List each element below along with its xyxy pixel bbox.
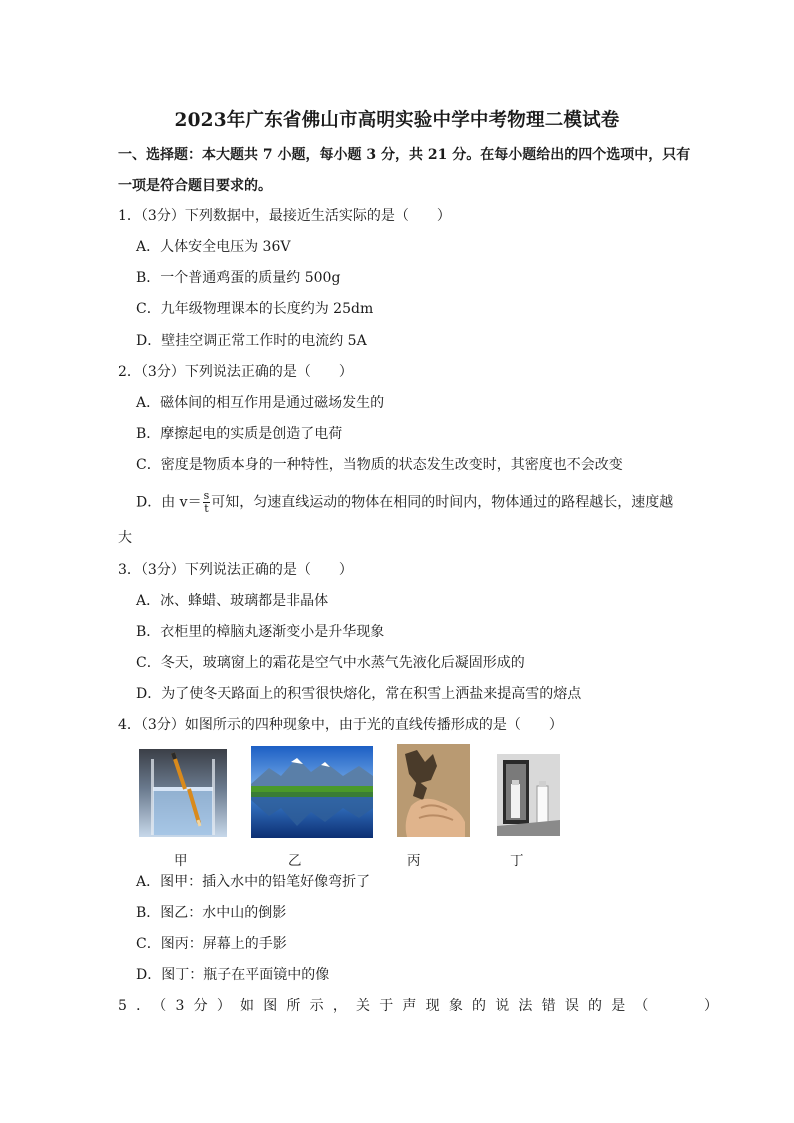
option-d-suffix: 可知，匀速直线运动的物体在相同的时间内，物体通过的路程越长，速度越	[211, 494, 674, 511]
figure-caption-jia: 甲	[174, 853, 188, 869]
question-4-option-a: A．图甲：插入水中的铅笔好像弯折了	[136, 874, 371, 890]
question-2-option-d	[136, 490, 673, 515]
question-1-stem: 1．（3分）下列数据中，最接近生活实际的是（ ）	[118, 208, 451, 224]
hand-shadow-illustration	[397, 744, 470, 837]
question-1-option-a: A．人体安全电压为 36V	[136, 239, 291, 255]
section-heading-line1: 一、选择题：本大题共 7 小题，每小题 3 分，共 21 分。在每小题给出的四个选项中，只有	[118, 147, 691, 163]
question-1-option-b: B．一个普通鸡蛋的质量约 500g	[136, 270, 341, 286]
figure-caption-bing: 丙	[407, 853, 421, 869]
question-3-option-d: D．为了使冬天路面上的积雪很快熔化，常在积雪上洒盐来提高雪的熔点	[136, 686, 582, 702]
mountain-lake-illustration	[251, 746, 373, 838]
question-4-stem: 4．（3分）如图所示的四种现象中，由于光的直线传播形成的是（ ）	[118, 717, 563, 733]
question-4-option-b: B．图乙：水中山的倒影	[136, 905, 287, 921]
question-2-option-a: A．磁体间的相互作用是通过磁场发生的	[136, 395, 385, 411]
question-2-option-d-wrap: 大	[118, 530, 132, 546]
question-2-stem: 2．（3分）下列说法正确的是（ ）	[118, 364, 353, 380]
page-title: 2023年广东省佛山市高明实验中学中考物理二模试卷	[174, 110, 620, 131]
velocity-fraction	[203, 490, 211, 515]
figure-bottle-mirror	[497, 754, 560, 836]
question-3-option-a: A．冰、蜂蜡、玻璃都是非晶体	[136, 593, 329, 609]
question-3-stem: 3．（3分）下列说法正确的是（ ）	[118, 562, 353, 578]
fraction-denominator: t	[204, 502, 209, 515]
figure-pencil-in-water	[139, 749, 227, 837]
question-1-option-c: C．九年级物理课本的长度约为 25dm	[136, 301, 374, 317]
fraction-numerator: s	[203, 489, 210, 502]
option-d-prefix: D．由 v＝	[136, 494, 202, 511]
question-4-option-d: D．图丁：瓶子在平面镜中的像	[136, 967, 330, 983]
question-2-option-b: B．摩擦起电的实质是创造了电荷	[136, 426, 343, 442]
question-1-option-d: D．壁挂空调正常工作时的电流约 5A	[136, 333, 367, 349]
bottle-mirror-illustration	[497, 754, 560, 836]
question-4-option-c: C．图丙：屏幕上的手影	[136, 936, 287, 952]
section-heading-line2: 一项是符合题目要求的。	[118, 178, 272, 194]
figure-caption-yi: 乙	[288, 853, 302, 869]
question-2-option-c: C．密度是物质本身的一种特性，当物质的状态发生改变时，其密度也不会改变	[136, 457, 623, 473]
question-3-option-b: B．衣柜里的樟脑丸逐渐变小是升华现象	[136, 624, 385, 640]
figure-caption-ding: 丁	[510, 853, 524, 869]
question-3-option-c: C．冬天，玻璃窗上的霜花是空气中水蒸气先液化后凝固形成的	[136, 655, 525, 671]
figure-mountain-reflection	[251, 746, 373, 838]
figure-hand-shadow	[397, 744, 470, 837]
pencil-glass-illustration	[139, 749, 227, 837]
question-5-stem: 5．（3分）如图所示，关于声现象的说法错误的是（ ）	[118, 998, 728, 1014]
